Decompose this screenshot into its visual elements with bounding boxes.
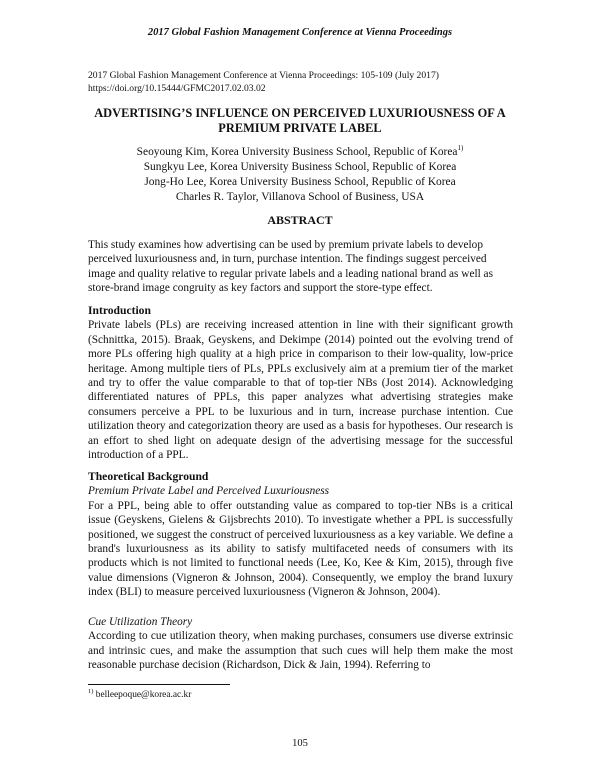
section-heading: Introduction <box>88 304 151 317</box>
body-paragraph: According to cue utilization theory, when making purchases, consumers use diverse extrinsic and intrinsic cues, and make the assumption that such cues will help them make the most reasonable purchase decision (Richardson, Dick & Jain, 1994). Referring to <box>88 630 513 672</box>
footnote <box>88 687 192 700</box>
author-list <box>88 145 512 205</box>
author-name: Seoyoung Kim, Korea University Business School, Republic of Korea <box>136 146 458 158</box>
subsection-heading: Premium Private Label and Perceived Luxuriousness <box>88 485 330 498</box>
theoretical-background-section <box>88 470 513 600</box>
footnote-email: belleepoque@korea.ac.kr <box>95 690 192 700</box>
paper-title: ADVERTISING’S INFLUENCE ON PERCEIVED LUXURIOUSNESS OF A PREMIUM PRIVATE LABEL <box>94 106 506 135</box>
running-header: 2017 Global Fashion Management Conference at Vienna Proceedings <box>147 27 453 38</box>
abstract-heading: ABSTRACT <box>267 213 333 227</box>
footnote-divider <box>88 684 230 685</box>
page-number: 105 <box>292 738 308 749</box>
cue-utilization-section <box>88 615 513 673</box>
author-line <box>88 145 512 160</box>
body-paragraph: For a PPL, being able to offer outstanding value as compared to top-tier NBs is a critical issue (Geyskens, Gielens & Gijsbrechts 2010). To investigate whether a PPL is successfully positioned, we suggest the construct of perceived luxuriousness as a key variable. We define a brand's luxuriousness as its ability to satisfy multifaceted needs of consumers with its products which is not limited to functional needs (Lee, Ko, Kee & Kim, 2015), through five value dimensions (Vigneron & Johnson, 2004). Consequently, we employ the brand luxury index (BLI) to measure perceived luxuriousness (Vigneron & Johnson, 2004). <box>88 499 513 599</box>
subsection-heading: Cue Utilization Theory <box>88 616 193 628</box>
doi-line: https://doi.org/10.15444/GFMC2017.02.03.02 <box>88 82 266 94</box>
author-line: Sungkyu Lee, Korea University Business School, Republic of Korea <box>143 161 457 173</box>
author-line: Jong-Ho Lee, Korea University Business School, Republic of Korea <box>144 176 456 188</box>
abstract-text: This study examines how advertising can be used by premium private labels to develop perceived luxuriousness and, in turn, purchase intention. The findings suggest perceived image and quality relative to regular private labels and a leading national brand as well as store-brand image congruity as key factors and support the store-type effect. <box>88 239 493 295</box>
footnote-mark: 1) <box>88 687 94 695</box>
citation-line: 2017 Global Fashion Management Conference at Vienna Proceedings: 105-109 (July 2017) <box>88 70 439 81</box>
body-paragraph: Private labels (PLs) are receiving increased attention in line with their significant growth (Schnittka, 2015). Braak, Geyskens, and Dekimpe (2014) pointed out the evolving trend of more PLs offering high quality at a high price in comparison to their low-quality, low-price heritage. Among multiple tiers of PLs, PPLs exclusively aim at a premium tier of the market and try to offer the value comparable to that of top-tier NBs (Jost 2014). Acknowledging differentiated natures of PPLs, this paper analyzes what advertising strategies make consumers perceive a PPL to be luxurious and in turn, increase purchase intention. Cue utilization theory and categorization theory are used as a basis for hypotheses. Our research is an effort to shed light on adequate design of the advertising message for the successful introduction of a PPL. <box>88 319 513 462</box>
author-line: Charles R. Taylor, Villanova School of Business, USA <box>175 191 425 203</box>
introduction-section <box>88 304 513 462</box>
section-heading: Theoretical Background <box>88 470 209 483</box>
citation-block <box>88 70 528 95</box>
author-footnote-mark: 1) <box>457 144 464 153</box>
